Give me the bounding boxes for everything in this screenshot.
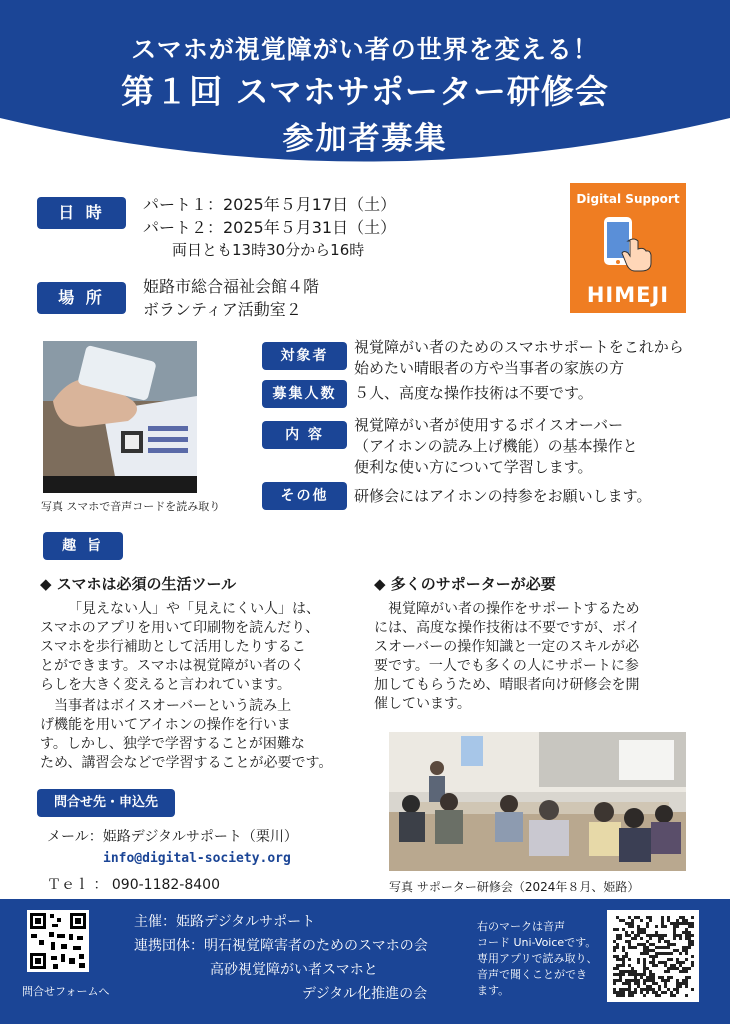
other-label: その他 (262, 482, 347, 510)
header-banner (0, 0, 730, 175)
content-line3: 便利な使い方について学習します。 (354, 458, 593, 476)
content-line1: 視覚障がい者が使用するボイスオーバー (354, 416, 624, 434)
photo-voice-code (43, 341, 197, 493)
partner-line3: デジタル化推進の会 (302, 986, 428, 1002)
note-line: コード Uni-Voiceです。 (477, 936, 597, 949)
para-line: スマホを歩行補助として活用したりするこ (40, 639, 306, 655)
contact-label: 問合せ先・申込先 (37, 789, 175, 817)
para-line: スマホのアプリを用いて印刷物を読んだり、 (40, 620, 320, 636)
partner-line2: 高砂視覚障がい者スマホと (210, 962, 378, 978)
target-line2: 始めたい晴眼者の方や当事者の家族の方 (354, 359, 625, 377)
phone-tap-icon (598, 213, 658, 273)
para-line: 視覚障がい者の操作をサポートするため (388, 601, 640, 617)
digital-support-logo (570, 183, 686, 313)
header-tagline: スマホが視覚障がい者の世界を変える！ (131, 35, 599, 64)
partner-line1: 連携団体：明石視覚障害者のためのスマホの会 (134, 938, 428, 954)
datetime-time: 両日とも13時30分から16時 (172, 241, 365, 259)
purpose-right-paragraph (374, 600, 694, 714)
contact-tel: Ｔｅｌ ： 090-1182-8400 (47, 877, 220, 893)
purpose-left-paragraph2 (40, 697, 360, 773)
content-label: 内 容 (262, 421, 347, 449)
para-line: には、高度な操作技術は不要ですが、ボイ (374, 620, 640, 636)
page-title: 第１回 スマホサポーター研修会 (121, 72, 609, 111)
capacity-label: 募集人数 (262, 380, 347, 408)
para-line: スオーバーの操作知識と一定のスキルが必 (374, 639, 640, 655)
note-line: 専用アプリで読み取り、 (477, 952, 598, 965)
datetime-label: 日 時 (37, 197, 126, 229)
datetime-part1: パート１：2025年５月17日（土） (143, 195, 397, 214)
other-value: 研修会にはアイホンの持参をお願いします。 (354, 487, 652, 505)
para-line: 当事者はボイスオーバーという読み上 (54, 698, 292, 714)
footer-banner (0, 899, 730, 1024)
para-line: 加してもらうため、晴眼者向け研修会を開 (374, 677, 640, 693)
purpose-left-paragraph1 (40, 600, 360, 695)
para-line: げ機能を用いてアイホンの操作を行いま (40, 717, 291, 733)
para-line: らしを大きく変えると言われています。 (40, 677, 291, 693)
contact-form-qr-code[interactable] (27, 910, 89, 972)
capacity-value: ５人、高度な操作技術は不要です。 (354, 384, 593, 402)
organizer: 主催：姫路デジタルサポート (134, 914, 316, 930)
uni-voice-note (477, 919, 598, 999)
purpose-right-title: ◆ 多くのサポーターが必要 (374, 575, 556, 593)
logo-bottom-text: HIMEJI (586, 283, 670, 307)
photo1-caption: 写真 スマホで音声コードを読み取り (41, 500, 221, 513)
target-line1: 視覚障がい者のためのスマホサポートをこれから (354, 338, 684, 356)
page-subtitle: 参加者募集 (282, 121, 448, 157)
para-line: とができます。スマホは視覚障がい者のく (40, 658, 305, 674)
datetime-part2: パート２：2025年５月31日（土） (143, 218, 397, 237)
para-line: ため、講習会などで学習することが必要です。 (40, 755, 333, 771)
uni-voice-code[interactable] (607, 910, 699, 1002)
qr-caption: 問合せフォームへ (22, 985, 110, 998)
place-label: 場 所 (37, 282, 126, 314)
photo-training-session (389, 732, 686, 871)
content-line2: （アイホンの読み上げ機能）の基本操作と (354, 437, 638, 455)
target-label: 対象者 (262, 342, 347, 370)
logo-top-text: Digital Support (576, 192, 680, 206)
para-line: 「見えない人」や「見えにくい人」は、 (68, 601, 320, 617)
purpose-left-title: ◆ スマホは必須の生活ツール (40, 575, 237, 593)
place-line1: 姫路市総合福祉会館４階 (143, 277, 320, 296)
photo2-caption: 写真 サポーター研修会（2024年８月、姫路） (389, 880, 640, 894)
para-line: 催しています。 (374, 696, 471, 712)
contact-email-link[interactable]: info@digital-society.org (103, 851, 291, 866)
contact-mail-label: メール：姫路デジタルサポート（栗川） (47, 829, 298, 845)
purpose-label: 趣 旨 (43, 532, 123, 560)
para-line: す。しかし、独学で学習することが困難な (40, 736, 305, 752)
place-line2: ボランティア活動室２ (143, 300, 302, 319)
note-line: 右のマークは音声 (477, 920, 565, 933)
para-line: 要です。一人でも多くの人にサポートに参 (374, 658, 639, 674)
note-line: ます。 (477, 984, 510, 997)
note-line: 音声で聞くことができ (477, 968, 587, 981)
